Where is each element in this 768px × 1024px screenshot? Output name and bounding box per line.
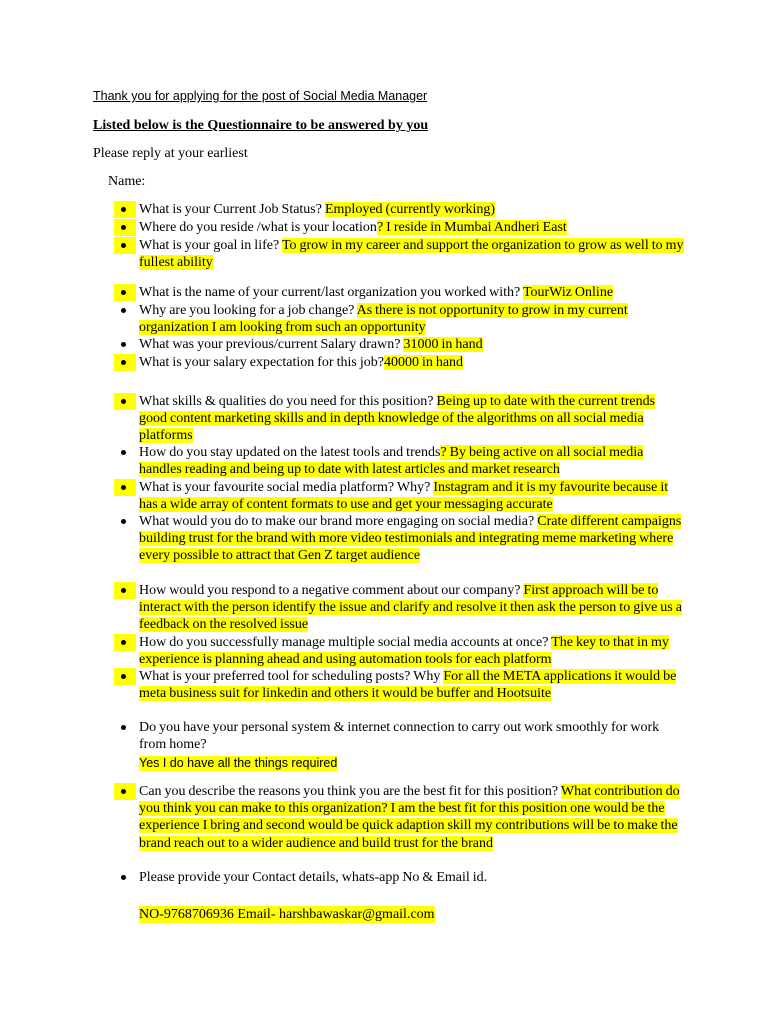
question-text: Where do you reside /what is your location <box>139 220 377 235</box>
question-text: What was your previous/current Salary drawn? <box>139 337 404 352</box>
answer-text: Instagram and it is my favourite because it has a wide array of content formats to use and get your messaging accurate <box>139 480 669 513</box>
bullet-icon <box>114 479 136 496</box>
question-text: What is your goal in life? <box>139 238 282 253</box>
question-text: What is the name of your current/last organization you worked with? <box>139 285 523 300</box>
answer-text: As there is not opportunity to grow in my current organization I am looking from such an opportunity <box>139 303 628 336</box>
question-text: Do you have your personal system & internet connection to carry out work smoothly for work from home? <box>139 720 660 753</box>
question-text: What is your preferred tool for scheduling posts? Why <box>139 669 444 684</box>
bullet-icon <box>114 513 136 530</box>
intro-thanks: Thank you for applying for the post of Social Media Manager <box>93 89 428 103</box>
answer-text: What contribution do you think you can make to this organization? I am the best fit for this position one would be the experience I bring and second would be quick adaption skill my contributions will be to make the brand reach out to a wider audience and build trust for the brand <box>139 784 680 851</box>
question-text: How do you stay updated on the latest tools and trends <box>139 445 441 460</box>
question-text: How would you respond to a negative comment about our company? <box>139 583 524 598</box>
question-text: What is your Current Job Status? <box>139 202 325 217</box>
answer-text: Employed (currently working) <box>324 202 496 217</box>
question-text: What is your favourite social media platform? Why? <box>139 480 434 495</box>
question-text: What would you do to make our brand more engaging on social media? <box>139 514 538 529</box>
question-text: Can you describe the reasons you think you are the best fit for this position? <box>139 784 561 799</box>
answer-text: For all the META applications it would be meta business suit for linkedin and others it would be buffer and Hootsuite <box>139 669 677 702</box>
bullet-icon <box>114 219 136 236</box>
bullet-icon <box>114 783 136 800</box>
questionnaire-heading: Listed below is the Questionnaire to be answered by you <box>93 118 429 133</box>
answer-text: ? By being active on all social media handles reading and being up to date with latest articles and market research <box>139 445 644 478</box>
bullet-icon <box>114 393 136 410</box>
bullet-icon <box>114 869 136 886</box>
answer-text: 40000 in hand <box>383 355 464 370</box>
answer-text: ? I reside in Mumbai Andheri East <box>376 220 567 235</box>
answer-wfh: Yes I do have all the things required <box>139 756 338 770</box>
answer-text: 31000 in hand <box>403 337 483 352</box>
question-text: Please provide your Contact details, whats-app No & Email id. <box>139 870 488 885</box>
bullet-icon <box>114 354 136 371</box>
bullet-icon <box>114 302 136 319</box>
bullet-icon <box>114 582 136 599</box>
question-text: Why are you looking for a job change? <box>139 303 357 318</box>
bullet-icon <box>114 237 136 254</box>
answer-text: TourWiz Online <box>522 285 614 300</box>
bullet-icon <box>114 634 136 651</box>
bullet-icon <box>114 336 136 353</box>
reply-note: Please reply at your earliest <box>93 146 248 161</box>
bullet-icon <box>114 719 136 736</box>
name-label: Name: <box>108 174 146 189</box>
answer-text: Crate different campaigns building trust for the brand with more video testimonials and integrating meme marketing where every possible to attract that Gen Z target audience <box>139 514 682 564</box>
question-text: How do you successfully manage multiple social media accounts at once? <box>139 635 552 650</box>
answer-text: The key to that in my experience is planning ahead and using automation tools for each platform <box>139 635 669 668</box>
bullet-icon <box>114 201 136 218</box>
contact-details: NO-9768706936 Email- harshbawaskar@gmail.com <box>139 907 435 922</box>
answer-text: To grow in my career and support the organization to grow as well to my fullest ability <box>139 238 684 271</box>
bullet-icon <box>114 284 136 301</box>
answer-text: First approach will be to interact with the person identify the issue and clarify and resolve it then ask the person to give us a feedback on the resolved issue <box>139 583 682 633</box>
question-text: What is your salary expectation for this job? <box>139 355 384 370</box>
bullet-icon <box>114 668 136 685</box>
answer-text: Being up to date with the current trends good content marketing skills and in depth knowledge of the algorithms on all social media platforms <box>139 394 656 444</box>
question-text: What skills & qualities do you need for this position? <box>139 394 437 409</box>
bullet-icon <box>114 444 136 461</box>
